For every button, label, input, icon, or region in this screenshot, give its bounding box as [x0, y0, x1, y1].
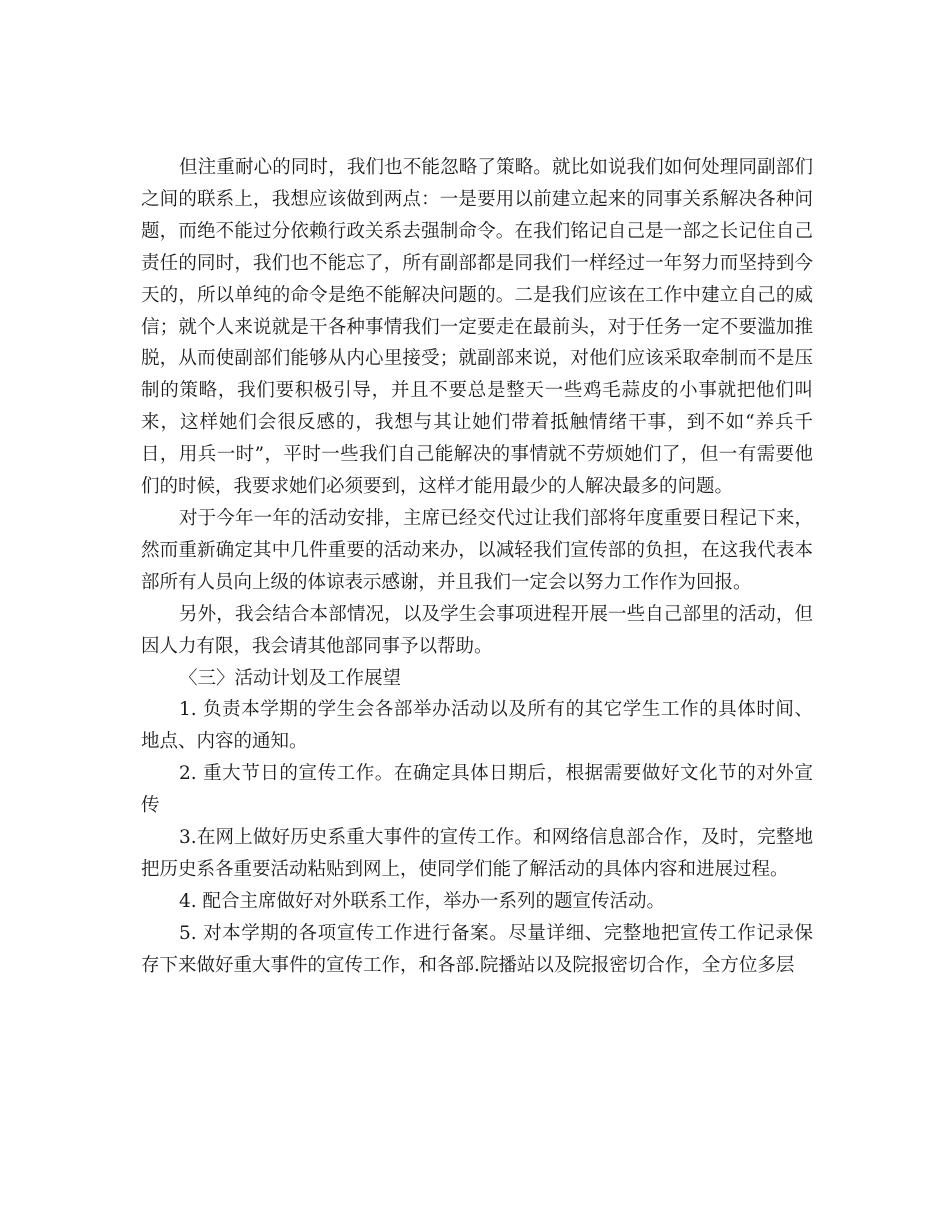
paragraph-annual-schedule: 对于今年一年的活动安排，主席已经交代过让我们部将年度重要日程记下来，然而重新确定其中几件重要的活动来办，以减轻我们宣传部的负担，在这我代表本部所有人员向上级的体谅表示感谢，并且我们一定会以努力工作作为回报。 [141, 507, 813, 593]
section-heading: 〈三〉活动计划及工作展望 [179, 667, 402, 689]
paragraph-strategy: 但注重耐心的同时，我们也不能忽略了策略。就比如说我们如何处理同副部们之间的联系上，我想应该做到两点：一是要用以前建立起来的同事关系解决各种问题，而绝不能过分依赖行政关系去强制命令。在我们铭记自己是一部之长记住自己责任的同时，我们也不能忘了，所有副部都是同我们一样经过一年努力而坚持到今天的，所以单纯的命令是绝不能解决问题的。二是我们应该在工作中建立自己的威信；就个人来说就是干各种事情我们一定要走在最前头，对于任务一定不要滥加推脱，从而使副部们能够从内心里接受；就副部来说，对他们应该采取牵制而不是压制的策略，我们要积极引导，并且不要总是整天一些鸡毛蒜皮的小事就把他们叫来，这样她们会很反感的，我想与其让她们带着抵触情绪干事，到不如“养兵千日，用兵一时”，平时一些我们自己能解决的事情就不劳烦她们了，但一有需要他们的时候，我要求她们必须要到，这样才能用最少的人解决最多的问题。 [141, 157, 813, 498]
list-item: 1. 负责本学期的学生会各部举办活动以及所有的其它学生工作的具体时间、地点、内容的通知。 [141, 699, 813, 753]
list-item: 4. 配合主席做好对外联系工作，举办一系列的题宣传活动。 [179, 890, 666, 912]
list-item: 2. 重大节日的宣传工作。在确定具体日期后，根据需要做好文化节的对外宣传 [141, 763, 813, 817]
document-body [141, 152, 813, 982]
paragraph-own-activities: 另外，我会结合本部情况，以及学生会事项进程开展一些自己部里的活动，但因人力有限，我会请其他部同事予以帮助。 [141, 603, 813, 657]
list-item: 3.在网上做好历史系重大事件的宣传工作。和网络信息部合作，及时，完整地把历史系各重要活动粘贴到网上，使同学们能了解活动的具体内容和进展过程。 [141, 827, 813, 880]
list-item: 5. 对本学期的各项宣传工作进行备案。尽量详细、完整地把宣传工作记录保存下来做好重大事件的宣传工作，和各部.院播站以及院报密切合作，全方位多层 [141, 922, 813, 976]
